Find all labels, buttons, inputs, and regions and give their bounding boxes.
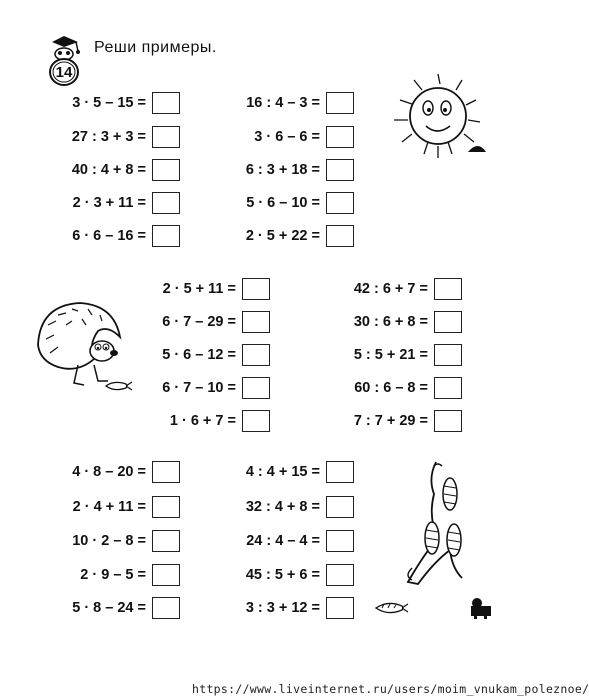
page-number: 14 (55, 64, 73, 81)
answer-box[interactable] (434, 344, 462, 366)
expression: 42 : 6 + 7 = (353, 281, 428, 297)
expression: 5 · 6 – 10 = (246, 195, 320, 211)
mushroom-branch-icon (398, 458, 478, 603)
expression: 2 · 5 + 11 = (162, 281, 236, 297)
expression: 16 : 4 – 3 = (246, 95, 320, 111)
expression: 5 · 8 – 24 = (72, 600, 146, 616)
answer-box[interactable] (434, 377, 462, 399)
answer-box[interactable] (326, 126, 354, 148)
exercise-row (30, 460, 180, 484)
answer-box[interactable] (152, 126, 180, 148)
exercise-row (210, 529, 354, 553)
answer-box[interactable] (242, 311, 270, 333)
exercise-row (30, 563, 180, 587)
answer-box[interactable] (434, 278, 462, 300)
expression: 2 · 5 + 22 = (245, 228, 320, 244)
exercise-row (318, 409, 462, 433)
exercise-row (210, 460, 354, 484)
answer-box[interactable] (326, 159, 354, 181)
exercise-row (210, 125, 354, 149)
exercise-row (318, 310, 462, 334)
answer-box[interactable] (326, 192, 354, 214)
expression: 2 · 3 + 11 = (72, 195, 146, 211)
answer-box[interactable] (152, 461, 180, 483)
expression: 24 : 4 – 4 = (246, 533, 320, 549)
answer-box[interactable] (242, 278, 270, 300)
expression: 60 : 6 – 8 = (354, 380, 428, 396)
expression: 10 · 2 – 8 = (72, 533, 146, 549)
answer-box[interactable] (326, 225, 354, 247)
exercise-row (30, 125, 180, 149)
answer-box[interactable] (152, 597, 180, 619)
exercise-row (30, 529, 180, 553)
expression: 4 : 4 + 15 = (245, 464, 320, 480)
exercise-row (128, 310, 270, 334)
expression: 7 : 7 + 29 = (353, 413, 428, 429)
answer-box[interactable] (326, 496, 354, 518)
expression: 6 · 6 – 16 = (72, 228, 146, 244)
sun-icon (380, 70, 498, 167)
answer-box[interactable] (152, 92, 180, 114)
answer-box[interactable] (326, 564, 354, 586)
expression: 2 · 9 – 5 = (80, 567, 146, 583)
expression: 6 · 7 – 10 = (162, 380, 236, 396)
expression: 30 : 6 + 8 = (353, 314, 428, 330)
exercise-row (210, 495, 354, 519)
expression: 4 · 8 – 20 = (72, 464, 146, 480)
exercise-row (128, 343, 270, 367)
source-url: https://www.liveinternet.ru/users/moim_vnukam_poleznoe/ (192, 682, 589, 696)
expression: 5 : 5 + 21 = (353, 347, 428, 363)
answer-box[interactable] (242, 410, 270, 432)
exercise-row (318, 376, 462, 400)
answer-box[interactable] (326, 530, 354, 552)
exercise-row (30, 495, 180, 519)
expression: 3 · 5 – 15 = (72, 95, 146, 111)
expression: 5 · 6 – 12 = (162, 347, 236, 363)
expression: 1 · 6 + 7 = (169, 413, 236, 429)
answer-box[interactable] (152, 564, 180, 586)
answer-box[interactable] (434, 311, 462, 333)
answer-box[interactable] (434, 410, 462, 432)
expression: 3 : 3 + 12 = (245, 600, 320, 616)
exercise-row (210, 596, 354, 620)
page-title: Реши примеры. (94, 39, 217, 56)
exercise-row (30, 191, 180, 215)
exercise-row (30, 224, 180, 248)
answer-box[interactable] (326, 597, 354, 619)
expression: 3 · 6 – 6 = (254, 129, 320, 145)
answer-box[interactable] (152, 192, 180, 214)
exercise-row (210, 91, 354, 115)
expression: 40 : 4 + 8 = (71, 162, 146, 178)
answer-box[interactable] (242, 344, 270, 366)
expression: 6 · 7 – 29 = (162, 314, 236, 330)
answer-box[interactable] (152, 159, 180, 181)
expression: 32 : 4 + 8 = (245, 499, 320, 515)
answer-box[interactable] (152, 530, 180, 552)
answer-box[interactable] (152, 496, 180, 518)
expression: 27 : 3 + 3 = (71, 129, 146, 145)
exercise-row (318, 343, 462, 367)
expression: 6 : 3 + 18 = (245, 162, 320, 178)
answer-box[interactable] (326, 461, 354, 483)
expression: 45 : 5 + 6 = (245, 567, 320, 583)
answer-box[interactable] (326, 92, 354, 114)
beetle-icon (468, 596, 494, 625)
exercise-row (210, 563, 354, 587)
exercise-row (210, 191, 354, 215)
expression: 2 · 4 + 11 = (72, 499, 146, 515)
answer-box[interactable] (152, 225, 180, 247)
exercise-row (210, 158, 354, 182)
exercise-row (128, 376, 270, 400)
exercise-row (30, 596, 180, 620)
exercise-row (128, 409, 270, 433)
exercise-row (128, 277, 270, 301)
exercise-row (30, 158, 180, 182)
answer-box[interactable] (242, 377, 270, 399)
carrot-icon (374, 598, 410, 621)
exercise-row (318, 277, 462, 301)
exercise-row (210, 224, 354, 248)
exercise-row (30, 91, 180, 115)
